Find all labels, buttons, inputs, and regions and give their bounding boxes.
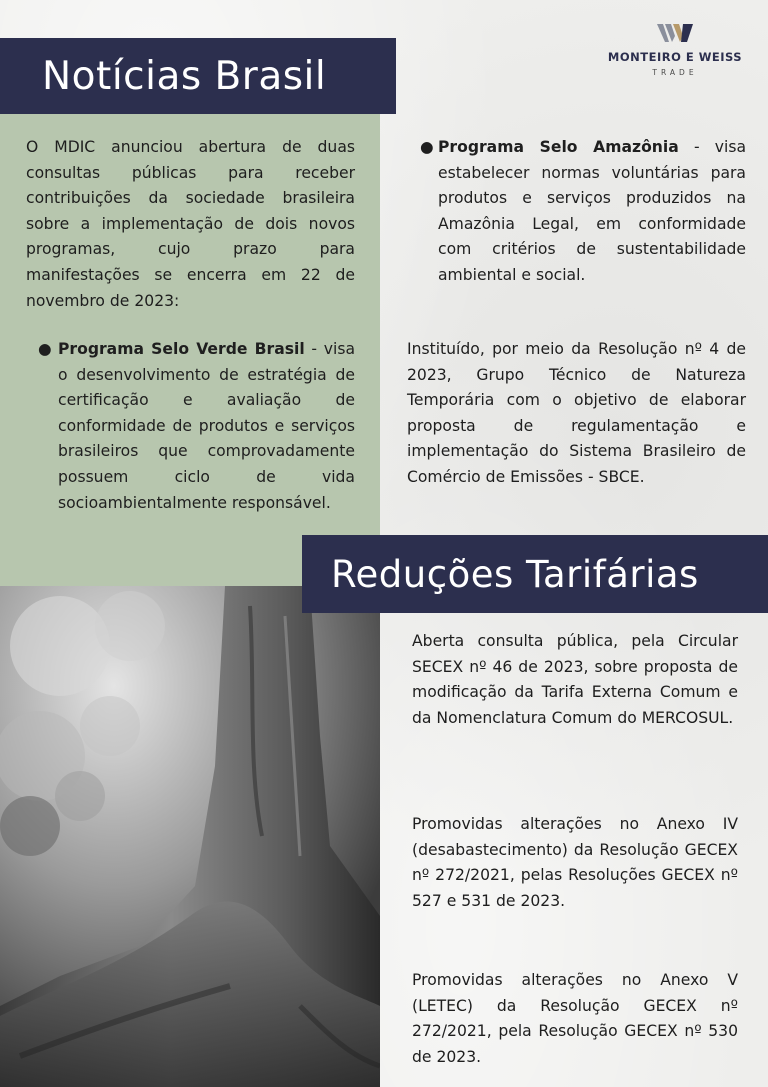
- program-description: [58, 337, 355, 516]
- program-description: [438, 135, 746, 289]
- tree-image: [0, 586, 380, 1087]
- tariff-paragraph: Promovidas alterações no Anexo IV (desabastecimento) da Resolução GECEX nº 272/2021, pelas Resoluções GECEX nº 527 e 531 de 2023.: [412, 815, 738, 910]
- section-title: Reduções Tarifárias: [331, 552, 699, 596]
- bullet-icon: ●: [420, 138, 434, 156]
- intro-paragraph: O MDIC anunciou abertura de duas consultas públicas para receber contribuições da sociedade brasileira sobre a implementação de dois novos programas, cujo prazo para manifestações se encerra em 22 de novembro de 2023:: [26, 138, 355, 310]
- program-text: - visa estabelecer normas voluntárias para produtos e serviços produzidos na Amazônia Legal, em conformidade com critérios de sustentabilidade ambiental e social.: [438, 138, 746, 284]
- logo-mark-icon: [655, 22, 695, 44]
- logo-name: MONTEIRO E WEISS: [607, 50, 743, 64]
- section-title-banner: [302, 535, 768, 613]
- program-name: Programa Selo Verde Brasil: [58, 340, 305, 358]
- page-title-banner: [0, 38, 396, 114]
- program-text: - visa o desenvolvimento de estratégia de certificação e avaliação de conformidade de produtos e serviços brasileiros que comprovadamente possuem ciclo de vida socioambientalmente responsável.: [58, 340, 356, 512]
- tariff-paragraph: Promovidas alterações no Anexo V (LETEC) da Resolução GECEX nº 272/2021, pela Resolução GECEX nº 530 de 2023.: [412, 971, 738, 1066]
- program-item: [38, 337, 355, 567]
- program-name: Programa Selo Amazônia: [438, 138, 679, 156]
- instituted-paragraph: Instituído, por meio da Resolução nº 4 de 2023, Grupo Técnico de Natureza Temporária com o objetivo de elaborar proposta de regulamentação e implementação do Sistema Brasileiro de Comércio de Emissões - SBCE.: [407, 340, 746, 486]
- forest-tree-photo: [0, 586, 380, 1087]
- logo-subtitle: TRADE: [652, 68, 698, 77]
- page-title: Notícias Brasil: [42, 53, 327, 99]
- program-item: [420, 135, 746, 315]
- tariff-paragraph: Aberta consulta pública, pela Circular SECEX nº 46 de 2023, sobre proposta de modificação da Tarifa Externa Comum e da Nomenclatura Comum do MERCOSUL.: [412, 632, 738, 727]
- company-logo: [600, 22, 750, 77]
- bullet-icon: ●: [38, 340, 52, 358]
